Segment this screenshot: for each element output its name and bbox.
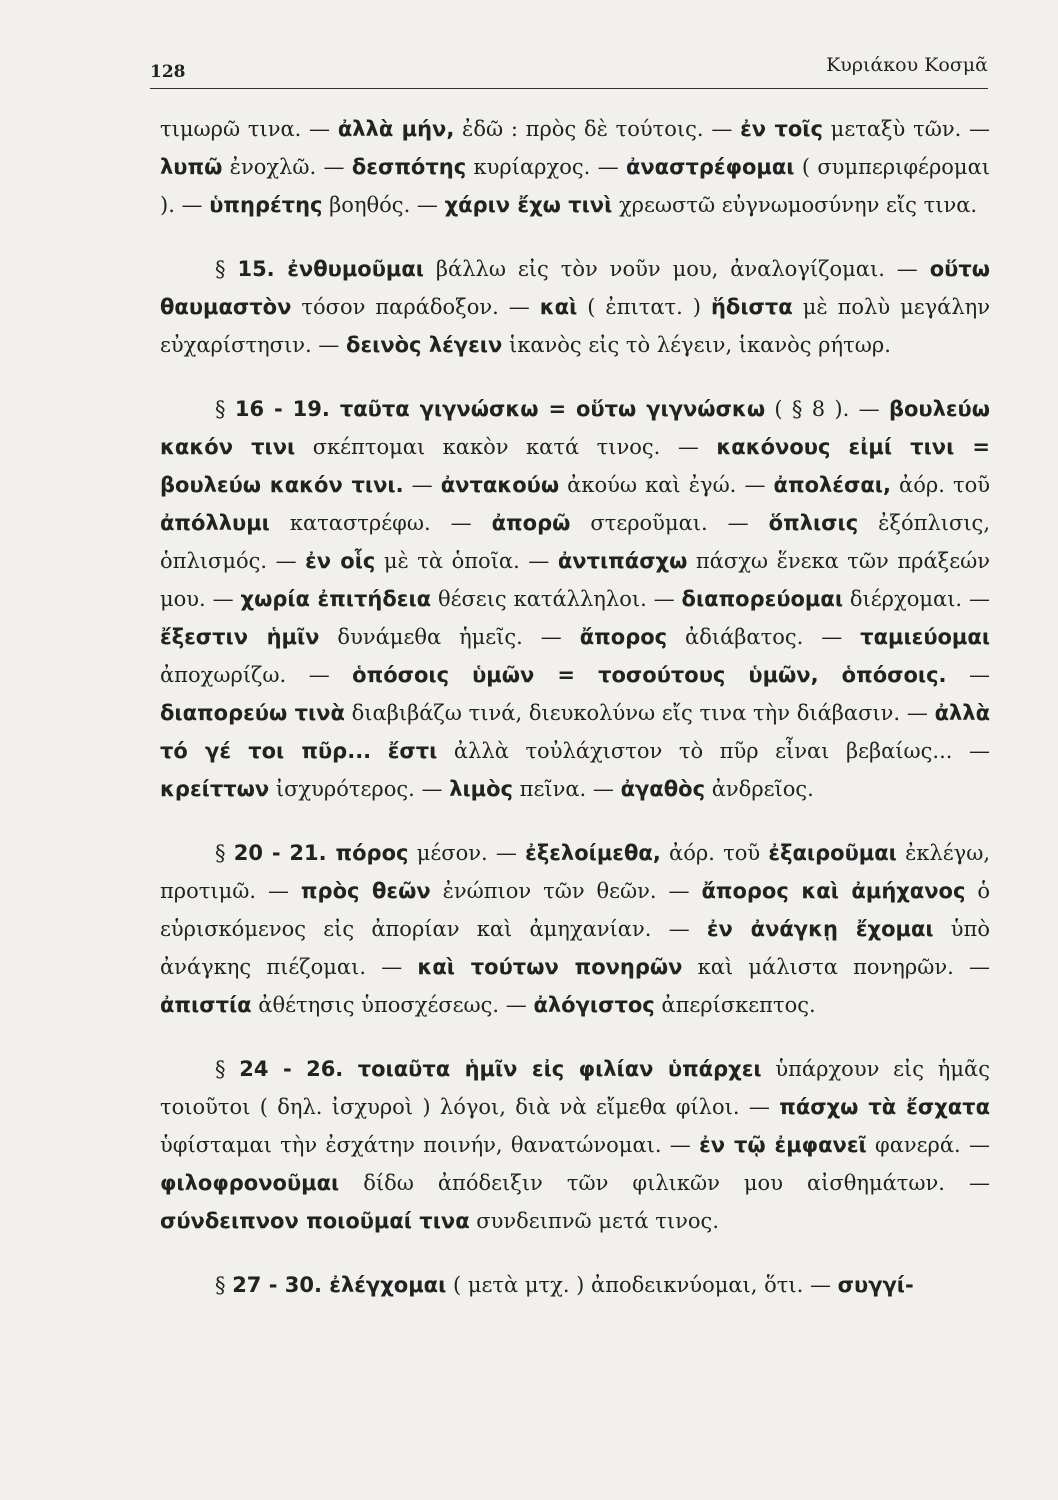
definition-text: ( ἐπιτατ. )	[577, 295, 711, 319]
headword: ἐν τῷ ἐμφανεῖ	[699, 1133, 867, 1157]
headword: χωρία ἐπιτήδεια	[240, 587, 432, 611]
headword: πάσχω τὰ ἔσχατα	[779, 1095, 990, 1119]
headword: ἥδιστα	[710, 295, 793, 319]
definition-text: καταστρέφω. —	[269, 511, 492, 535]
headword: διαπορεύομαι	[681, 587, 843, 611]
headword: 20 - 21. πόρος	[233, 841, 409, 865]
definition-text: θέσεις κατάλληλοι. —	[431, 587, 682, 611]
headword: ὅπλισις	[768, 511, 859, 535]
headword: ἀναστρέφομαι	[625, 155, 795, 179]
headword: διαπορεύω τινὰ	[160, 701, 345, 725]
definition-text: ἐνοχλῶ. —	[222, 155, 352, 179]
headword: 16 - 19. ταῦτα γιγνώσκω = οὕτω γιγνώσκω	[234, 397, 766, 421]
headword: 27 - 30. ἐλέγχομαι	[232, 1273, 447, 1297]
definition-text: ἐκλέγω, προτιμῶ. —	[160, 841, 990, 903]
headword: σύνδειπνον ποιοῦμαί τινα	[160, 1209, 470, 1233]
running-header	[150, 48, 988, 89]
headword: δεσπότης	[351, 155, 467, 179]
definition-text: ἀδιάβατος. —	[667, 625, 861, 649]
definition-text: ( § 8 ). —	[765, 397, 889, 421]
definition-text: ἀνδρεῖος.	[705, 777, 814, 801]
headword: λυπῶ	[160, 155, 223, 179]
definition-text: ἐνώπιον τῶν θεῶν. —	[430, 879, 702, 903]
headword: ταμιεύομαι	[860, 625, 990, 649]
definition-text: ( συμπεριφέρομαι ). —	[160, 155, 990, 217]
definition-text: μὲ πολὺ μεγάλην εὐχαρίστησιν. —	[160, 295, 991, 357]
headword: ἐν ἀνάγκῃ ἔχομαι	[706, 917, 934, 941]
headword: ἀπορῶ	[491, 511, 571, 535]
definition-text: §	[215, 1057, 240, 1081]
definition-text: καὶ μάλιστα πονηρῶν. —	[682, 955, 990, 979]
definition-text: ὑπὸ ἀνάγκης πιέζομαι. —	[160, 917, 990, 979]
definition-text: βοηθός. —	[322, 193, 445, 217]
glossary-paragraph	[160, 110, 990, 224]
headword: ἀπιστία	[160, 993, 252, 1017]
headword: ἀντακούω	[440, 473, 560, 497]
definition-text: μεταξὺ τῶν. —	[822, 117, 991, 141]
glossary-body	[160, 110, 990, 1330]
definition-text: τιμωρῶ τινα. —	[160, 117, 338, 141]
headword: πρὸς θεῶν	[300, 879, 431, 903]
headword: ἔξεστιν ἡμῖν	[160, 625, 320, 649]
definition-text: δίδω ἀπόδειξιν τῶν φιλικῶν μου αἰσθημάτων. —	[339, 1171, 990, 1195]
definition-text: ἀκούω καὶ ἐγώ. —	[559, 473, 774, 497]
definition-text: ἐξόπλισις, ὁπλισμός. —	[160, 511, 990, 573]
definition-text: σκέπτομαι κακὸν κατά τινος. —	[295, 435, 717, 459]
definition-text: φανερά. —	[866, 1133, 990, 1157]
glossary-paragraph	[160, 1266, 990, 1304]
definition-text: διαβιβάζω τινά, διευκολύνω εἴς τινα τὴν διάβασιν. —	[344, 701, 935, 725]
headword: καὶ	[539, 295, 578, 319]
page-number: 128	[150, 62, 186, 82]
headword: βουλεύω κακόν τινι	[160, 397, 990, 459]
definition-text: ἱκανὸς εἰς τὸ λέγειν, ἱκανὸς ρήτωρ.	[502, 333, 891, 357]
definition-text: §	[215, 1273, 233, 1297]
headword: λιμὸς	[449, 777, 513, 801]
definition-text: ὑπάρχουν εἰς ἡμᾶς τοιοῦτοι ( δηλ. ἰσχυροὶ ) λόγοι, διὰ νὰ εἴμεθα φίλοι. —	[160, 1057, 990, 1119]
headword: ἀλλὰ τό γέ τοι πῦρ...	[160, 701, 990, 763]
definition-text: συνδειπνῶ μετά τινος.	[469, 1209, 719, 1233]
definition-text: ἰσχυρότερος. —	[269, 777, 450, 801]
definition-text: —	[946, 663, 990, 687]
definition-text: ὑφίσταμαι τὴν ἐσχάτην ποινήν, θανατώνομαι. —	[160, 1133, 700, 1157]
glossary-paragraph	[160, 834, 990, 1024]
glossary-paragraph	[160, 250, 990, 364]
headword: ἀγαθὸς	[620, 777, 706, 801]
definition-text: ἀόρ. τοῦ	[660, 841, 769, 865]
headword: καὶ τούτων πονηρῶν	[417, 955, 683, 979]
definition-text: χρεωστῶ εὐγνωμοσύνην εἴς τινα.	[612, 193, 978, 217]
glossary-paragraph	[160, 390, 990, 808]
definition-text: ἀπερίσκεπτος.	[654, 993, 816, 1017]
headword: συγγί-	[837, 1273, 914, 1297]
headword: ἐξαιροῦμαι	[768, 841, 897, 865]
headword: ἐξελοίμεθα,	[525, 841, 661, 865]
glossary-paragraph	[160, 1050, 990, 1240]
headword: ἄπορος καὶ ἀμήχανος	[701, 879, 966, 903]
headword: 15. ἐνθυμοῦμαι	[237, 257, 424, 281]
definition-text: ἀλλὰ τοὐλάχιστον τὸ πῦρ εἶναι βεβαίως... —	[437, 739, 990, 763]
definition-text: —	[403, 473, 441, 497]
definition-text: §	[215, 257, 238, 281]
headword: ἀπολέσαι,	[773, 473, 891, 497]
definition-text: ὁ εὑρισκόμενος εἰς ἀπορίαν καὶ ἀμηχανίαν. —	[160, 879, 990, 941]
headword: ὑπηρέτης	[209, 193, 323, 217]
headword: ἀλλὰ μήν,	[337, 117, 455, 141]
definition-text: πεῖνα. —	[513, 777, 621, 801]
headword: ὁπόσοις ὑμῶν = τοσούτους ὑμῶν, ὁπόσοις.	[352, 663, 947, 687]
definition-text: κυρίαρχος. —	[466, 155, 626, 179]
definition-text: ἀποχωρίζω. —	[160, 663, 353, 687]
headword: κακόνους εἰμί τινι = βουλεύω κακόν τινι.	[160, 435, 990, 497]
definition-text: §	[215, 397, 235, 421]
definition-text: βάλλω εἰς τὸν νοῦν μου, ἀναλογίζομαι. —	[423, 257, 930, 281]
definition-text: μέσον. —	[408, 841, 526, 865]
headword: ἔστι	[387, 739, 438, 763]
headword: φιλοφρονοῦμαι	[160, 1171, 340, 1195]
definition-text: στεροῦμαι. —	[570, 511, 769, 535]
headword: ἐν οἷς	[305, 549, 376, 573]
headword: ἄπορος	[579, 625, 668, 649]
headword: οὕτω θαυμαστὸν	[160, 257, 991, 319]
definition-text: δυνάμεθα ἡμεῖς. —	[319, 625, 580, 649]
headword: ἀπόλλυμι	[160, 511, 270, 535]
definition-text: ( μετὰ μτχ. ) ἀποδεικνύομαι, ὅτι. —	[446, 1273, 838, 1297]
definition-text: πάσχω ἕνεκα τῶν πράξεών μου. —	[160, 549, 991, 611]
running-title-author: Κυριάκου Κοσμᾶ	[826, 54, 988, 76]
headword: χάριν ἔχω τινὶ	[444, 193, 613, 217]
headword: δεινὸς λέγειν	[346, 333, 503, 357]
headword: ἀλόγιστος	[533, 993, 655, 1017]
definition-text	[371, 739, 388, 763]
headword: κρείττων	[160, 777, 270, 801]
headword: ἀντιπάσχω	[557, 549, 688, 573]
headword: ἐν τοῖς	[740, 117, 823, 141]
headword: 24 - 26. τοιαῦτα ἡμῖν εἰς φιλίαν ὑπάρχει	[239, 1057, 762, 1081]
definition-text: ἀθέτησις ὑποσχέσεως. —	[251, 993, 534, 1017]
definition-text: διέρχομαι. —	[843, 587, 990, 611]
definition-text: ἀόρ. τοῦ	[890, 473, 990, 497]
definition-text: §	[215, 841, 234, 865]
definition-text: τόσον παράδοξον. —	[291, 295, 540, 319]
definition-text: ἐδῶ : πρὸς δὲ τούτοις. —	[454, 117, 741, 141]
definition-text: μὲ τὰ ὁποῖα. —	[375, 549, 558, 573]
